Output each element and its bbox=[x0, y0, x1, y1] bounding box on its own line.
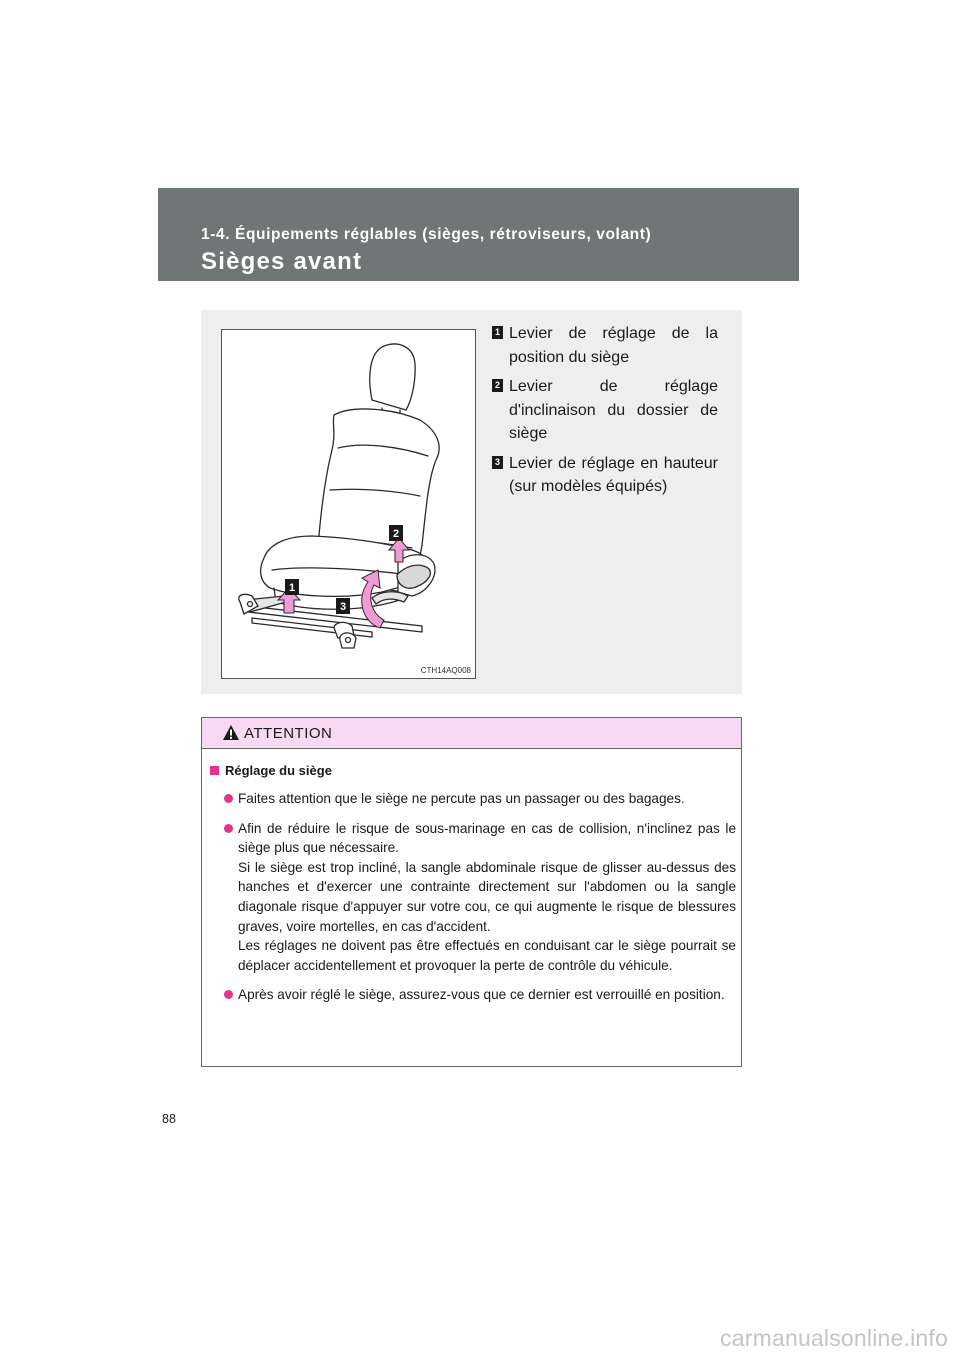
warning-triangle-icon bbox=[222, 724, 240, 741]
figure-panel bbox=[201, 310, 742, 694]
legend-text: Levier de réglage d'inclinaison du dossier de siège bbox=[509, 378, 718, 442]
warning-bullet bbox=[224, 819, 736, 976]
warning-heading bbox=[210, 763, 332, 778]
warning-title: ATTENTION bbox=[244, 725, 333, 742]
warning-bullet-text: Afin de réduire le risque de sous-marinage en cas de collision, n'inclinez pas le siège plus que nécessaire. Si le siège est trop incliné, la sangle abdominale risque de glisser au-dessus des hanches et d'exercer une contrainte directement sur l'abdomen ou la sangle diagonale risque d'appuyer sur votre cou, ce qui augmente le risque de blessures graves, voire mortelles, en cas d'accident. Les réglages ne doivent pas être effectués en conduisant car le siège pourrait se déplacer accidentellement et provoquer la perte de contrôle du véhicule. bbox=[238, 820, 736, 973]
legend-text: Levier de réglage en hauteur (sur modèles équipés) bbox=[509, 454, 718, 495]
seat-illustration bbox=[221, 329, 476, 679]
warning-heading-text: Réglage du siège bbox=[225, 763, 332, 778]
legend-item bbox=[492, 322, 718, 369]
headrest-outline bbox=[370, 344, 415, 410]
legend-text: Levier de réglage de la position du siège bbox=[509, 325, 718, 366]
warning-bullet-text: Faites attention que le siège ne percute pas un passager ou des bagages. bbox=[238, 791, 685, 806]
callout-3: 3 bbox=[339, 601, 347, 613]
warning-bullet-list bbox=[224, 789, 736, 1015]
square-bullet-icon bbox=[210, 766, 219, 775]
bullet-dot-icon bbox=[224, 794, 233, 803]
legend-number: 2 bbox=[492, 379, 503, 392]
section-label: 1-4. Équipements réglables (sièges, rétroviseurs, volant) bbox=[201, 226, 652, 243]
warning-box bbox=[201, 717, 742, 1067]
legend-item bbox=[492, 375, 718, 446]
page-title: Sièges avant bbox=[201, 248, 363, 275]
legend-number: 3 bbox=[492, 456, 503, 469]
warning-bullet-text: Après avoir réglé le siège, assurez-vous que ce dernier est verrouillé en position. bbox=[238, 987, 725, 1003]
legend-item bbox=[492, 452, 718, 499]
page-number: 88 bbox=[162, 1112, 176, 1126]
seat-drawing bbox=[222, 330, 475, 678]
warning-header bbox=[202, 718, 741, 749]
watermark: carmanualsonline.info bbox=[720, 1325, 948, 1351]
bullet-dot-icon bbox=[224, 824, 233, 833]
warning-bullet bbox=[224, 985, 736, 1005]
callout-1: 1 bbox=[288, 582, 296, 594]
callout-2: 2 bbox=[392, 528, 400, 540]
legend-number: 1 bbox=[492, 326, 503, 339]
bullet-dot-icon bbox=[224, 990, 233, 999]
warning-bullet bbox=[224, 789, 736, 809]
height-lever bbox=[372, 592, 408, 604]
section-header-band bbox=[158, 188, 799, 281]
legend-list bbox=[492, 322, 718, 505]
image-code: CTH14AQ008 bbox=[420, 666, 471, 675]
